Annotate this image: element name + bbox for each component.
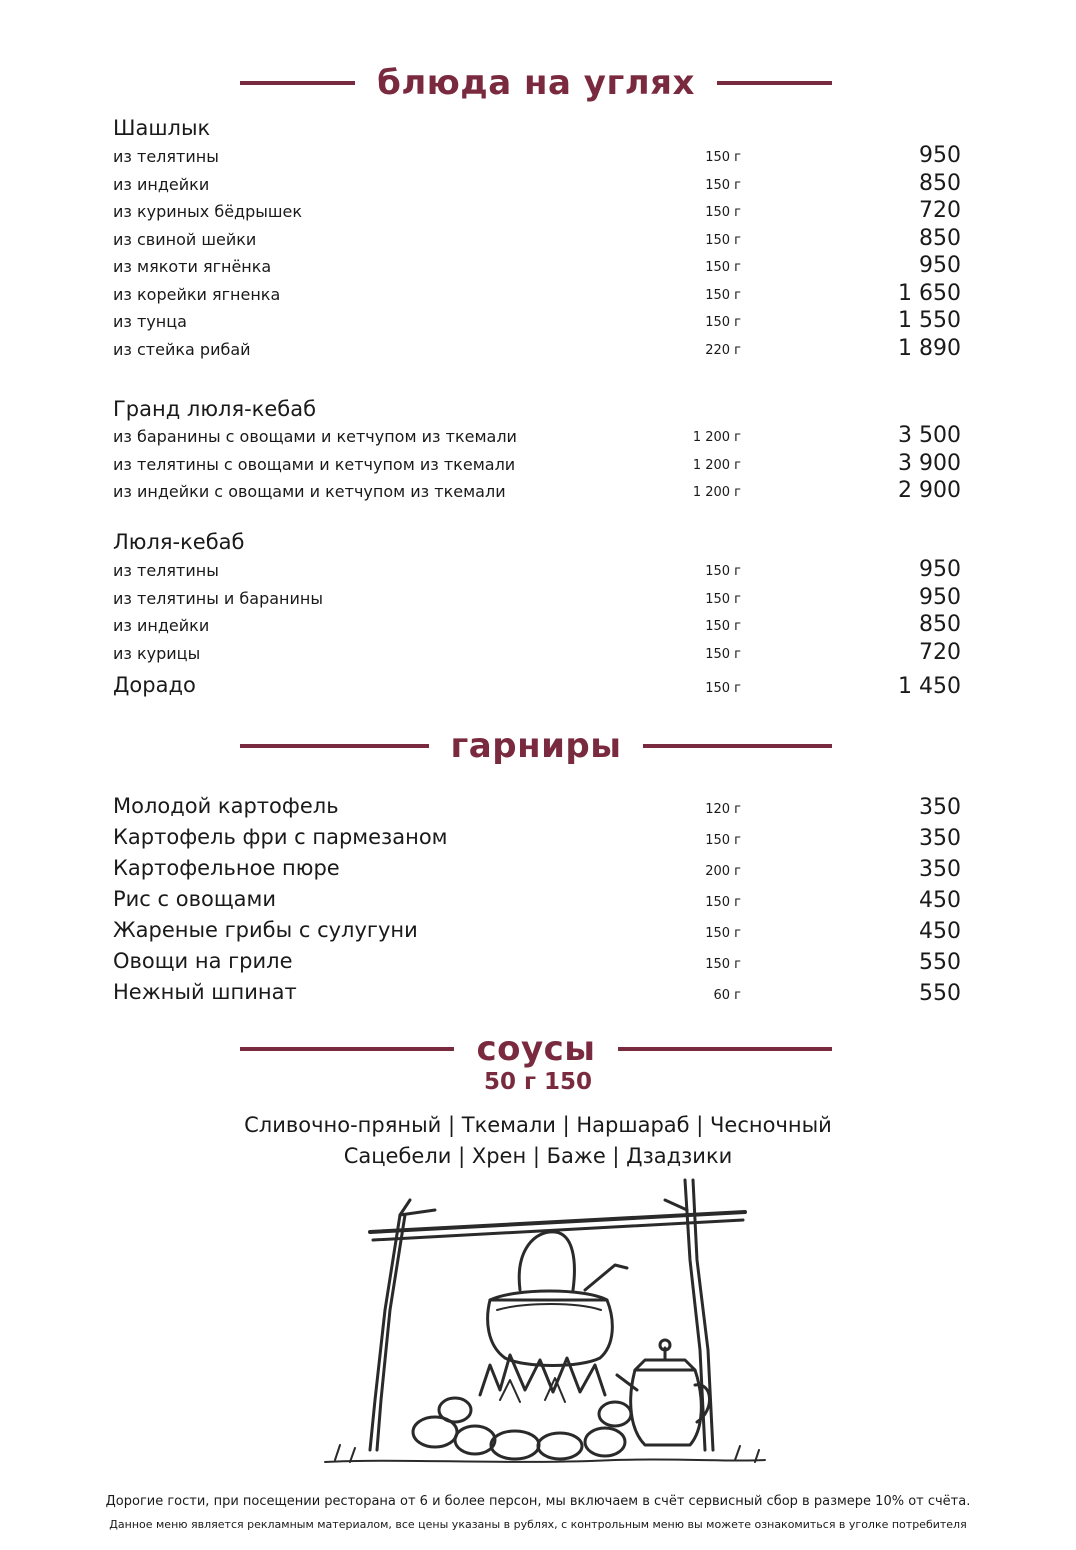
item-weight: 1 200 г xyxy=(692,485,741,500)
menu-item xyxy=(113,558,961,582)
group-title-grand-lyulya: Гранд люля-кебаб xyxy=(113,397,317,421)
sauce-price: 50 г 150 xyxy=(483,1069,593,1095)
header-line-left xyxy=(240,744,429,748)
menu-item xyxy=(113,172,961,196)
item-weight: 150 г xyxy=(705,232,741,248)
group-title-shashlik: Шашлык xyxy=(113,116,211,140)
item-price: 450 xyxy=(919,919,961,944)
item-price: 720 xyxy=(919,198,961,223)
item-price: 1 550 xyxy=(898,308,961,333)
item-name: Жареные грибы с сулугуни xyxy=(113,918,418,942)
item-weight: 1 200 г xyxy=(692,430,741,445)
item-price: 950 xyxy=(919,143,961,168)
menu-item xyxy=(113,858,961,882)
item-weight: 120 г xyxy=(705,802,741,817)
menu-item xyxy=(113,424,961,448)
footer-note-service: Дорогие гости, при посещении ресторана от 6 и более персон, мы включаем в счёт сервисный сбор в размере 10% от счёта. xyxy=(105,1494,971,1509)
item-price: 450 xyxy=(919,888,961,913)
item-weight: 150 г xyxy=(705,926,741,941)
item-name: из мякоти ягнёнка xyxy=(113,257,272,276)
item-price: 1 450 xyxy=(898,674,961,699)
item-name: из индейки xyxy=(113,174,210,194)
item-weight: 150 г xyxy=(705,833,741,848)
item-name: из телятины и баранины xyxy=(113,588,323,608)
item-price: 550 xyxy=(919,981,961,1006)
item-weight: 150 г xyxy=(705,564,741,579)
item-name: из телятины xyxy=(113,561,219,580)
header-line-right xyxy=(618,1047,832,1051)
menu-item xyxy=(113,613,961,637)
item-name: Рис с овощами xyxy=(113,887,276,911)
item-name: из телятины xyxy=(113,147,219,166)
item-price: 350 xyxy=(919,795,961,820)
item-name: из корейки ягненка xyxy=(113,284,281,304)
item-name: из куриных бёдрышек xyxy=(113,202,303,221)
menu-item xyxy=(113,309,961,333)
item-name: из свиной шейки xyxy=(113,229,257,249)
header-line-left xyxy=(240,1047,454,1051)
item-name: Картофельное пюре xyxy=(113,856,340,880)
group-title-lyulya: Люля-кебаб xyxy=(113,530,245,554)
item-weight: 220 г xyxy=(705,342,741,358)
campfire-cauldron-icon xyxy=(315,1170,775,1470)
item-price: 720 xyxy=(919,639,961,665)
menu-item xyxy=(113,951,961,975)
item-weight: 150 г xyxy=(705,619,741,634)
item-name: из баранины с овощами и кетчупом из ткемали xyxy=(113,427,517,446)
section-title-grill: блюда на углях xyxy=(377,63,695,103)
menu-item xyxy=(113,452,961,476)
item-weight: 150 г xyxy=(705,591,741,607)
menu-item-dorado xyxy=(113,675,961,699)
section-title-sauces: соусы xyxy=(476,1029,596,1069)
item-name: Картофель фри с пармезаном xyxy=(113,825,448,849)
sauce-list-line-2: Сацебели | Хрен | Баже | Дзадзики xyxy=(343,1144,733,1168)
item-weight: 150 г xyxy=(705,681,741,696)
item-weight: 150 г xyxy=(705,205,741,220)
menu-item xyxy=(113,282,961,306)
item-name: из стейка рибай xyxy=(113,339,251,359)
item-price: 850 xyxy=(919,170,961,196)
menu-item xyxy=(113,227,961,251)
item-weight: 150 г xyxy=(705,895,741,910)
item-price: 350 xyxy=(919,857,961,882)
item-weight: 60 г xyxy=(713,988,741,1003)
item-price: 550 xyxy=(919,950,961,975)
item-weight: 1 200 г xyxy=(692,457,741,473)
item-price: 3 900 xyxy=(898,450,961,476)
item-weight: 200 г xyxy=(705,864,741,879)
item-weight: 150 г xyxy=(705,150,741,165)
item-name: из телятины с овощами и кетчупом из ткемали xyxy=(113,454,516,474)
sauce-list-line-1: Сливочно-пряный | Ткемали | Наршараб | Чесночный xyxy=(244,1113,832,1137)
item-weight: 150 г xyxy=(705,646,741,662)
item-weight: 150 г xyxy=(705,260,741,275)
item-name: из тунца xyxy=(113,312,187,331)
item-name: Молодой картофель xyxy=(113,794,339,818)
item-price: 950 xyxy=(919,557,961,582)
item-price: 850 xyxy=(919,612,961,637)
item-weight: 150 г xyxy=(705,287,741,303)
section-header-grill xyxy=(240,63,832,103)
menu-item xyxy=(113,479,961,503)
menu-item xyxy=(113,641,961,665)
item-price: 950 xyxy=(919,584,961,610)
item-weight: 150 г xyxy=(705,957,741,972)
item-weight: 150 г xyxy=(705,315,741,330)
menu-item xyxy=(113,337,961,361)
menu-item xyxy=(113,586,961,610)
item-name: из индейки xyxy=(113,616,210,635)
item-weight: 150 г xyxy=(705,177,741,193)
item-price: 3 500 xyxy=(898,423,961,448)
item-price: 850 xyxy=(919,225,961,251)
menu-item xyxy=(113,982,961,1006)
item-price: 2 900 xyxy=(898,478,961,503)
section-title-garnish: гарниры xyxy=(450,726,622,766)
header-line-right xyxy=(643,744,832,748)
item-name: из курицы xyxy=(113,643,201,663)
footer-note-disclaimer: Данное меню является рекламным материалом, все цены указаны в рублях, с контрольным меню вы можете ознакомиться в уголке потребителя xyxy=(109,1518,967,1531)
header-line-right xyxy=(717,81,832,85)
item-name: Нежный шпинат xyxy=(113,980,297,1004)
menu-item xyxy=(113,827,961,851)
item-name: Овощи на гриле xyxy=(113,949,293,973)
section-header-garnish xyxy=(240,726,832,766)
menu-item xyxy=(113,254,961,278)
item-name: из индейки с овощами и кетчупом из ткемали xyxy=(113,482,506,501)
menu-item xyxy=(113,920,961,944)
item-name: Дорадо xyxy=(113,673,196,697)
menu-item xyxy=(113,144,961,168)
item-price: 1 650 xyxy=(898,280,961,306)
section-header-sauces xyxy=(240,1029,832,1069)
item-price: 350 xyxy=(919,826,961,851)
menu-item xyxy=(113,796,961,820)
menu-item xyxy=(113,199,961,223)
menu-item xyxy=(113,889,961,913)
item-price: 950 xyxy=(919,253,961,278)
item-price: 1 890 xyxy=(898,335,961,361)
header-line-left xyxy=(240,81,355,85)
